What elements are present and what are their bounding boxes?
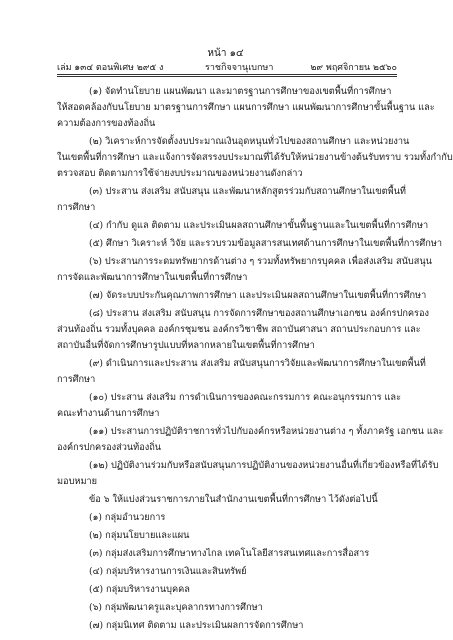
clause-heading: ข้อ ๖ ให้แบ่งส่วนราชการภายในสำนักงานเขตพื้นที่การศึกษา ไว้ดังต่อไปนี้ xyxy=(89,494,378,505)
text-line: ความต้องการของท้องถิ่น xyxy=(57,118,156,129)
list-item: (๑) กลุ่มอำนวยการ xyxy=(89,512,166,523)
list-item: (๖) กลุ่มพัฒนาครูและบุคลากรทางการศึกษา xyxy=(89,602,263,613)
header-rule-top xyxy=(57,74,397,75)
publication-date: ๒๙ พฤศจิกายน ๒๕๖๐ xyxy=(310,63,397,73)
text-line: (๔) กำกับ ดูแล ติดตาม และประเมินผลสถานศึกษาขั้นพื้นฐานและในเขตพื้นที่การศึกษา xyxy=(89,220,429,231)
gazette-section: ราชกิจจานุเบกษา xyxy=(205,63,274,73)
text-line: ในเขตพื้นที่การศึกษา และแจ้งการจัดสรรงบประมาณที่ได้รับให้หน่วยงานข้างต้นรับทราบ รวมทั้งกำกับ xyxy=(57,152,453,163)
gazette-header xyxy=(57,60,397,73)
text-line: การศึกษา xyxy=(57,202,96,213)
text-line: สถาบันอื่นที่จัดการศึกษารูปแบบที่หลากหลายในเขตพื้นที่การศึกษา xyxy=(57,340,315,351)
list-item: (๕) กลุ่มบริหารงานบุคคล xyxy=(89,584,190,595)
text-line: (๘) ประสาน ส่งเสริม สนับสนุน การจัดการศึกษาของสถานศึกษาเอกชน องค์กรปกครอง xyxy=(89,308,429,319)
text-line: (๖) ประสานการระดมทรัพยากรด้านต่าง ๆ รวมทั้งทรัพยากรบุคคล เพื่อส่งเสริม สนับสนุน xyxy=(89,256,432,267)
list-item: (๒) กลุ่มนโยบายและแผน xyxy=(89,530,190,541)
text-line: ให้สอดคล้องกับนโยบาย มาตรฐานการศึกษา แผนการศึกษา แผนพัฒนาการศึกษาขั้นพื้นฐาน และ xyxy=(57,102,435,113)
page-number: หน้า ๑๔ xyxy=(207,48,244,59)
text-line: ตรวจสอบ ติดตามการใช้จ่ายงบประมาณของหน่วยงานดังกล่าว xyxy=(57,168,303,179)
text-line: (๑๒) ปฏิบัติงานร่วมกับหรือสนับสนุนการปฏิบัติงานของหน่วยงานอื่นที่เกี่ยวข้องหรือที่ได้รับ xyxy=(89,460,439,471)
text-line: มอบหมาย xyxy=(57,476,98,487)
header-rule-bottom xyxy=(57,76,397,77)
list-item: (๔) กลุ่มบริหารงานการเงินและสินทรัพย์ xyxy=(89,566,247,577)
text-line: (๑๑) ประสานการปฏิบัติราชการทั่วไปกับองค์กรหรือหน่วยงานต่าง ๆ ทั้งภาครัฐ เอกชน และ xyxy=(89,426,444,437)
text-line: (๒) วิเคราะห์การจัดตั้งงบประมาณเงินอุดหนุนทั่วไปของสถานศึกษา และหน่วยงาน xyxy=(89,136,410,147)
text-line: (๗) จัดระบบประกันคุณภาพการศึกษา และประเมินผลสถานศึกษาในเขตพื้นที่การศึกษา xyxy=(89,290,427,301)
text-line: ส่วนท้องถิ่น รวมทั้งบุคคล องค์กรชุมชน องค์กรวิชาชีพ สถาบันศาสนา สถานประกอบการ และ xyxy=(57,324,421,335)
text-line: (๕) ศึกษา วิเคราะห์ วิจัย และรวบรวมข้อมูลสารสนเทศด้านการศึกษาในเขตพื้นที่การศึกษา xyxy=(89,238,443,249)
text-line: การจัดและพัฒนาการศึกษาในเขตพื้นที่การศึกษา xyxy=(57,272,248,283)
text-line: (๙) ดำเนินการและประสาน ส่งเสริม สนับสนุนการวิจัยและพัฒนาการศึกษาในเขตพื้นที่ xyxy=(89,358,426,369)
text-line: (๓) ประสาน ส่งเสริม สนับสนุน และพัฒนาหลักสูตรร่วมกับสถานศึกษาในเขตพื้นที่ xyxy=(89,186,406,197)
text-line: (๑๐) ประสาน ส่งเสริม การดำเนินการของคณะกรรมการ คณะอนุกรรมการ และ xyxy=(89,392,401,403)
list-item: (๗) กลุ่มนิเทศ ติดตาม และประเมินผลการจัดการศึกษา xyxy=(89,620,304,631)
text-line: องค์กรปกครองส่วนท้องถิ่น xyxy=(57,442,162,453)
text-line: คณะทำงานด้านการศึกษา xyxy=(57,408,160,419)
list-item: (๓) กลุ่มส่งเสริมการศึกษาทางไกล เทคโนโลยีสารสนเทศและการสื่อสาร xyxy=(89,548,370,559)
text-line: (๑) จัดทำนโยบาย แผนพัฒนา และมาตรฐานการศึกษาของเขตพื้นที่การศึกษา xyxy=(89,86,392,97)
text-line: การศึกษา xyxy=(57,374,96,385)
volume-info: เล่ม ๑๓๔ ตอนพิเศษ ๒๙๕ ง xyxy=(57,63,164,73)
